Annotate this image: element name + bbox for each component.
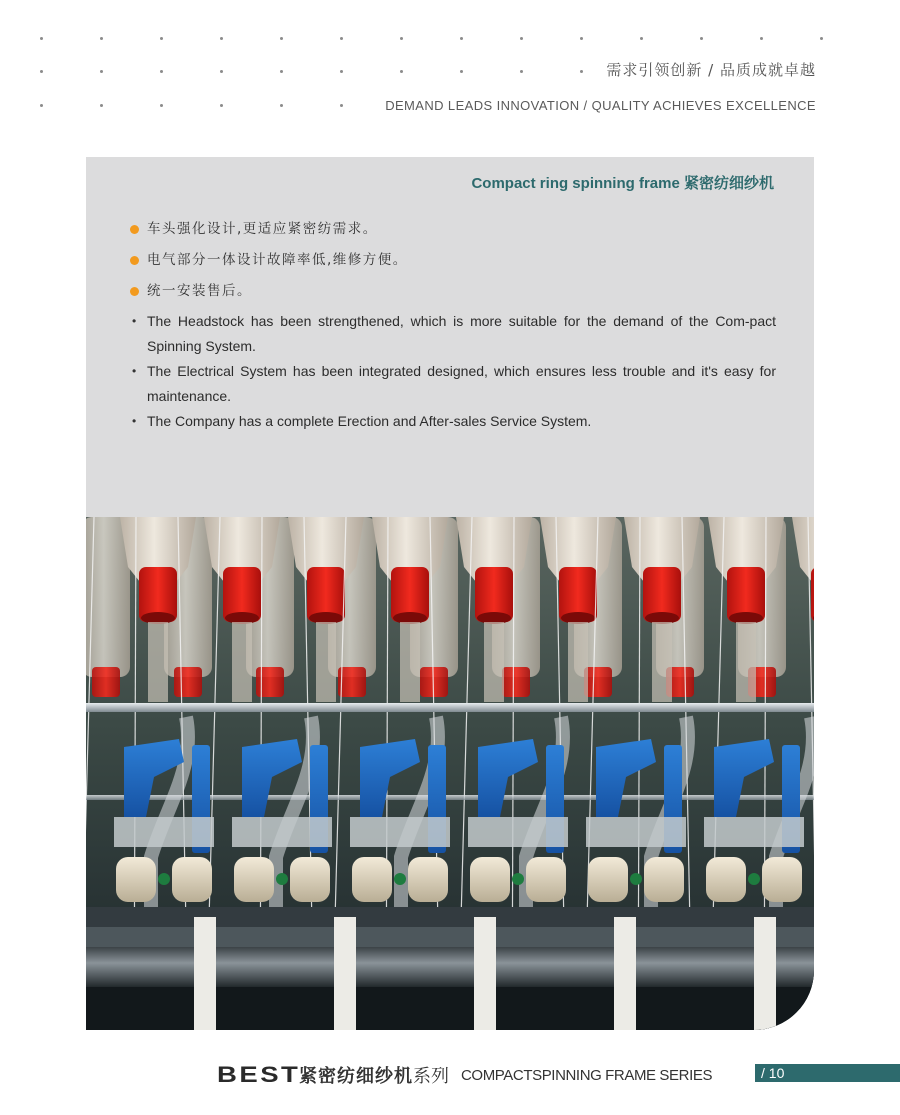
feature-cn-text: 统一安装售后。 [147,283,252,299]
drafting-frame [586,817,686,847]
dot-bullet-icon: • [132,414,137,428]
decorative-dot [220,37,223,40]
product-name-english: COMPACTSPINNING FRAME SERIES [461,1066,713,1084]
feature-panel [86,157,814,517]
decorative-dot [520,70,523,73]
top-roller [234,857,274,902]
apron-belt [614,917,636,1030]
decorative-dot [400,37,403,40]
feature-en-text: The Headstock has been strengthened, which is more suitable for the demand of the Com-pact Spinning System. [147,313,776,354]
page-number-tab [755,1064,900,1082]
back-bobbin-cap [502,667,530,697]
apron-belt [334,917,356,1030]
decorative-dot [280,37,283,40]
slogan-english: DEMAND LEADS INNOVATION / QUALITY ACHIEVES EXCELLENCE [385,98,816,113]
decorative-dot [640,37,643,40]
bobbin-spindle [148,622,168,702]
decorative-dot [340,37,343,40]
decorative-dot [220,70,223,73]
decorative-dot [580,37,583,40]
back-bobbin-cap [92,667,120,697]
apron-belt [474,917,496,1030]
page-number: / 10 [761,1065,785,1081]
dot-bullet-icon: • [132,314,137,328]
bobbin-spindle [484,622,504,702]
green-roller-hub [630,873,642,885]
dot-bullet-icon: • [132,364,137,378]
drafting-frame [114,817,214,847]
decorative-dot [100,37,103,40]
orange-bullet-icon [130,225,139,234]
front-bobbin-cap [811,567,814,622]
back-bobbin-cap [584,667,612,697]
decorative-dot [340,104,343,107]
orange-bullet-icon [130,256,139,265]
decorative-dot [160,104,163,107]
product-name-chinese: 紧密纺细纱机 [299,1066,413,1087]
green-roller-hub [158,873,170,885]
decorative-dot [220,104,223,107]
top-roller [352,857,392,902]
bobbin-spindle [400,622,420,702]
top-roller [526,857,566,902]
bobbin-spindle [652,622,672,702]
top-roller [706,857,746,902]
apron-belt [194,917,216,1030]
decorative-dot [100,70,103,73]
decorative-dot [160,70,163,73]
spinning-frame-illustration [86,517,814,1030]
best-logo: BEST [217,1062,301,1087]
decorative-dot [40,104,43,107]
feature-cn-text: 车头强化设计,更适应紧密纺需求。 [147,221,378,237]
back-bobbin-cap [256,667,284,697]
decorative-dot [460,37,463,40]
drafting-frame [232,817,332,847]
top-roller [408,857,448,902]
green-roller-hub [276,873,288,885]
decorative-dot [520,37,523,40]
green-roller-hub [394,873,406,885]
decorative-dot [280,70,283,73]
features-chinese-list [130,214,408,307]
apron-belt [754,917,776,1030]
bobbin-spindle [568,622,588,702]
decorative-dot [280,104,283,107]
slogan-chinese: 需求引领创新 / 品质成就卓越 [606,61,816,79]
orange-bullet-icon [130,287,139,296]
top-roller [116,857,156,902]
decorative-dot [160,37,163,40]
decorative-dot [700,37,703,40]
decorative-dot [100,104,103,107]
feature-en-text: The Company has a complete Erection and After-sales Service System. [147,413,592,429]
top-roller [762,857,802,902]
decorative-dot [580,70,583,73]
decorative-dot [400,70,403,73]
top-roller [588,857,628,902]
back-bobbin [86,517,130,677]
machine-photo [86,517,814,1030]
drafting-frame [350,817,450,847]
top-roller [290,857,330,902]
top-roller [172,857,212,902]
features-english-list [132,309,776,434]
feature-cn-item [130,214,408,245]
feature-en-item [132,359,776,409]
footer-brand [217,1062,712,1088]
series-label-chinese: 系列 [413,1066,449,1087]
green-roller-hub [748,873,760,885]
feature-cn-item [130,276,408,307]
green-roller-hub [512,873,524,885]
decorative-dot [340,70,343,73]
decorative-dot [820,37,823,40]
feature-en-text: The Electrical System has been integrated designed, which ensures less trouble and it's easy for maintenance. [147,363,776,404]
drafting-frame [468,817,568,847]
decorative-dot [40,37,43,40]
feature-en-item [132,309,776,359]
section-title: Compact ring spinning frame 紧密纺细纱机 [471,175,774,192]
drafting-frame [704,817,804,847]
back-bobbin-cap [174,667,202,697]
bobbin-spindle [736,622,756,702]
top-roller [470,857,510,902]
bobbin-spindle [316,622,336,702]
feature-cn-item [130,245,408,276]
top-roller [644,857,684,902]
decorative-dot [460,70,463,73]
decorative-dot [40,70,43,73]
feature-en-item [132,409,776,434]
feature-cn-text: 电气部分一体设计故障率低,维修方便。 [147,252,408,268]
decorative-dot [760,37,763,40]
bobbin-spindle [232,622,252,702]
